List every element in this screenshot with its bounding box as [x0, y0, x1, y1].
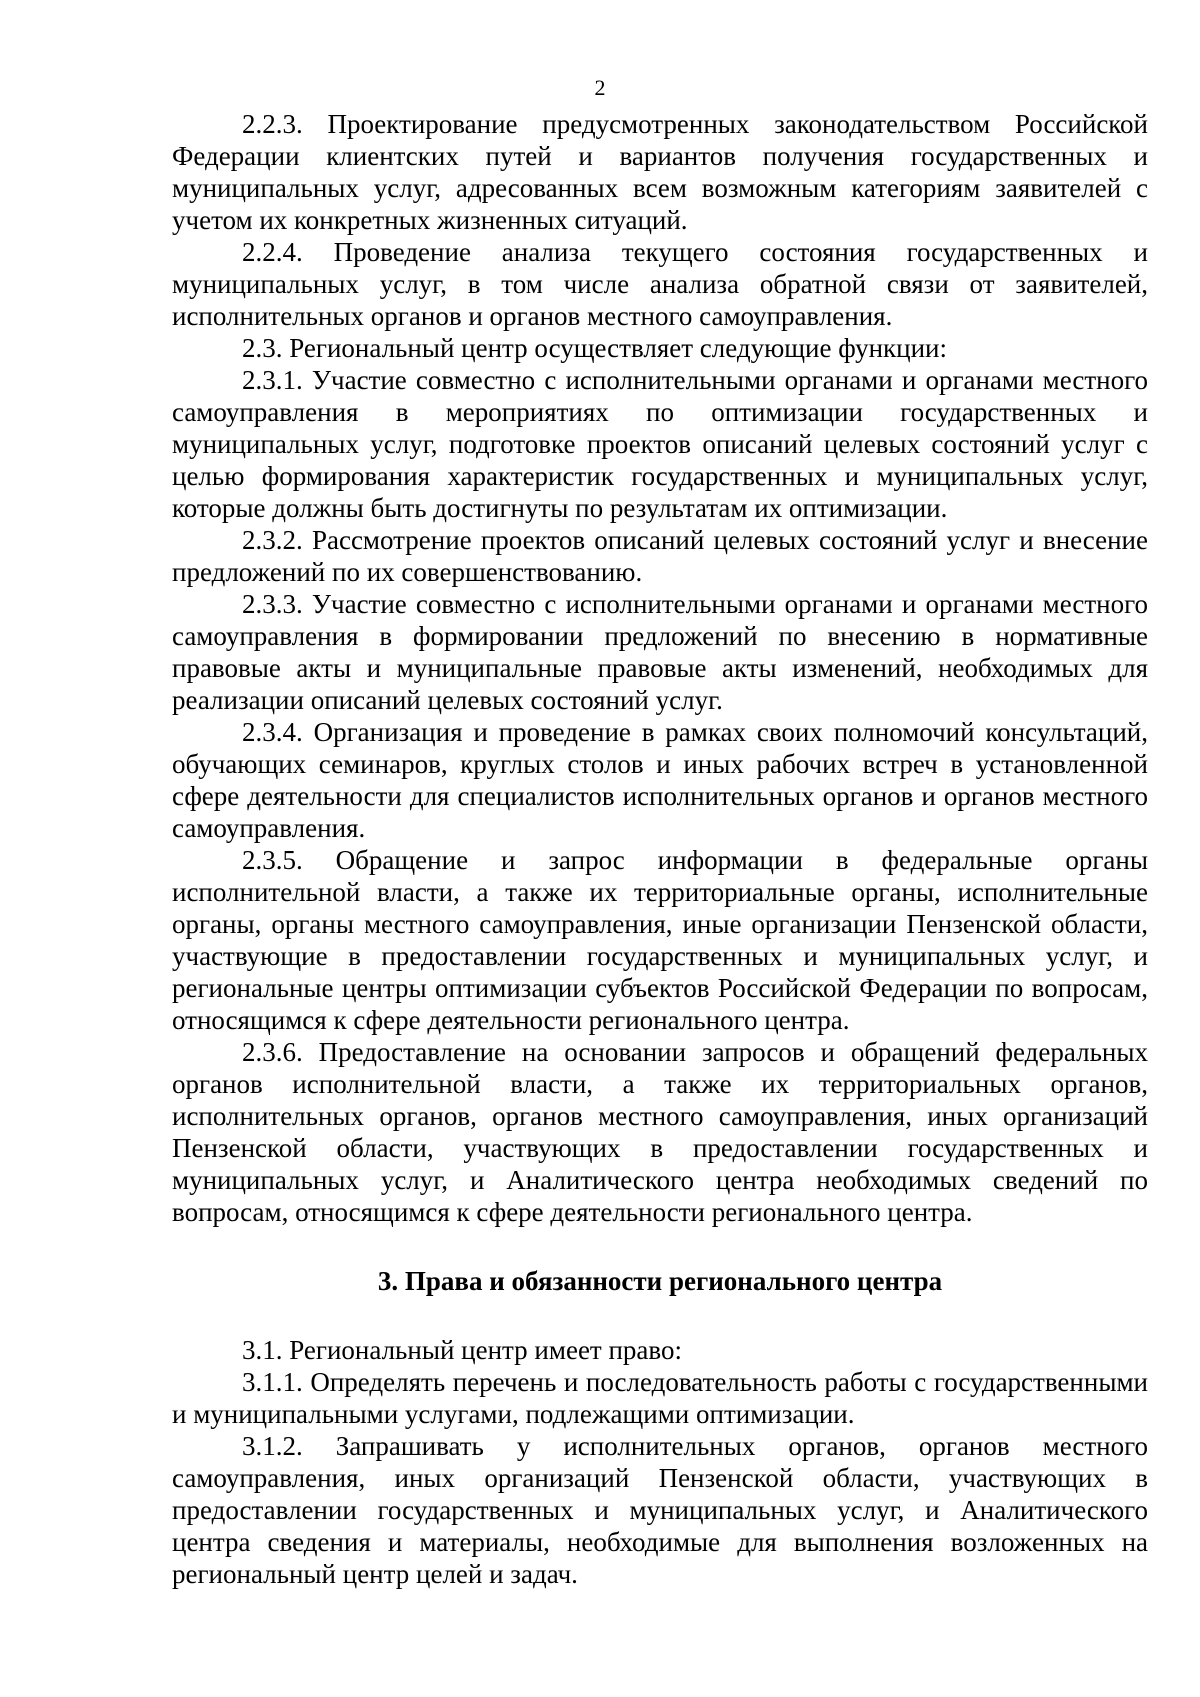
paragraph-2-3-6: 2.3.6. Предоставление на основании запросов и обращений федеральных органов исполнительной власти, а также их территориальных органов, исполнительных органов, органов местного самоуправления, иных организаций Пензенской области, участвующих в предоставлении государственных и муниципальных услуг, и Аналитического центра необходимых сведений по вопросам, относящимся к сфере деятельности регионального центра. — [172, 1037, 1148, 1227]
paragraph-2-3-2: 2.3.2. Рассмотрение проектов описаний целевых состояний услуг и внесение предложений по их совершенствованию. — [172, 525, 1148, 587]
paragraph-2-2-4: 2.2.4. Проведение анализа текущего состояния государственных и муниципальных услуг, в том числе анализа обратной связи от заявителей, исполнительных органов и органов местного самоуправления. — [172, 237, 1148, 331]
paragraph-2-2-3: 2.2.3. Проектирование предусмотренных законодательством Российской Федерации клиентских путей и вариантов получения государственных и муниципальных услуг, адресованных всем возможным категориям заявителей с учетом их конкретных жизненных ситуаций. — [172, 109, 1148, 235]
page-number: 2 — [594, 75, 606, 100]
document-body — [172, 108, 1148, 1590]
paragraph-3-1: 3.1. Региональный центр имеет право: — [242, 1335, 682, 1365]
paragraph-2-3-1: 2.3.1. Участие совместно с исполнительными органами и органами местного самоуправления в мероприятиях по оптимизации государственных и муниципальных услуг, подготовке проектов описаний целевых состояний услуг с целью формирования характеристик государственных и муниципальных услуг, которые должны быть достигнуты по результатам их оптимизации. — [172, 365, 1148, 523]
paragraph-2-3-4: 2.3.4. Организация и проведение в рамках своих полномочий консультаций, обучающих семинаров, круглых столов и иных рабочих встреч в установленной сфере деятельности для специалистов исполнительных органов и органов местного самоуправления. — [172, 717, 1148, 843]
paragraph-2-3: 2.3. Региональный центр осуществляет следующие функции: — [242, 333, 947, 363]
paragraph-3-1-2: 3.1.2. Запрашивать у исполнительных органов, органов местного самоуправления, иных организаций Пензенской области, участвующих в предоставлении государственных и муниципальных услуг, и Аналитического центра сведения и материалы, необходимые для выполнения возложенных на региональный центр целей и задач. — [172, 1431, 1148, 1589]
paragraph-3-1-1: 3.1.1. Определять перечень и последовательность работы с государственными и муниципальными услугами, подлежащими оптимизации. — [172, 1367, 1148, 1429]
paragraph-2-3-5: 2.3.5. Обращение и запрос информации в федеральные органы исполнительной власти, а также их территориальные органы, исполнительные органы, органы местного самоуправления, иные организации Пензенской области, участвующие в предоставлении государственных и муниципальных услуг, и региональные центры оптимизации субъектов Российской Федерации по вопросам, относящимся к сфере деятельности регионального центра. — [172, 845, 1148, 1035]
section-heading: 3. Права и обязанности регионального центра — [377, 1266, 943, 1296]
paragraph-2-3-3: 2.3.3. Участие совместно с исполнительными органами и органами местного самоуправления в формировании предложений по внесению в нормативные правовые акты и муниципальные правовые акты изменений, необходимых для реализации описаний целевых состояний услуг. — [172, 589, 1148, 715]
